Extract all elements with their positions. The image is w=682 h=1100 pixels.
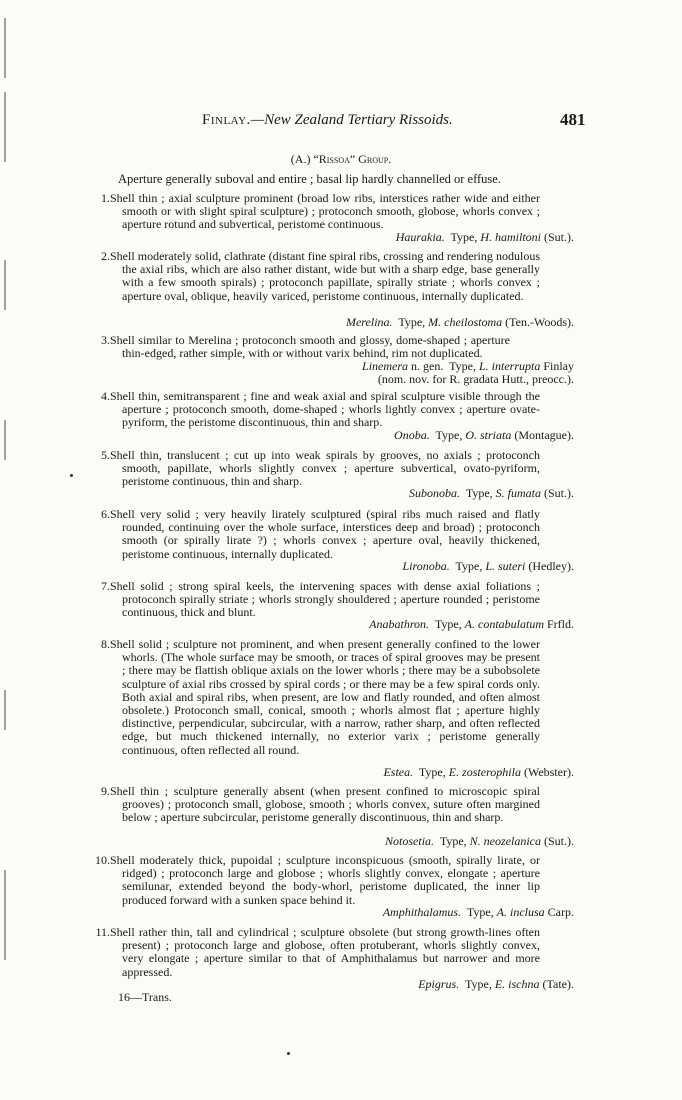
page-number: 481 (560, 110, 586, 129)
margin-mark (4, 690, 6, 730)
type-line: Lironoba. Type, L. suteri (Hedley). (402, 559, 574, 573)
running-head (202, 112, 453, 129)
genus: Epigrus. (418, 977, 460, 991)
species: L. interrupta (478, 359, 541, 373)
item-text: Shell solid ; sculpture not prominent, and when present generally confined to the lower whorls. (The whole surface may be smooth, or traces of spiral grooves may be present ; there may be flattish oblique axials on the lower whorls ; there may be a subobsolete sculpture of axial ribs crossed by spiral cords ; or there may be a few spiral cords only. Both axial and spiral ribs, when present, are low and flatly rounded, and often almost obsolete.) Protoconch small, conical, smooth ; whorls almost flat ; aperture highly distinctive, perpendicular, subcircular, with a narrow, rather sharp, and often reflected edge, but much thickened internally, no exterior varix ; peristome generally continuous, often reflected all round. (110, 637, 540, 757)
type-line: Haurakia. Type, H. hamiltoni (Sut.). (395, 230, 574, 244)
item-number: 3. (101, 333, 110, 347)
genus: Linemera (362, 359, 409, 373)
type-line: Onoba. Type, O. striata (Montague). (394, 428, 574, 442)
item-number: 11. (95, 925, 110, 939)
item-number: 8. (101, 637, 110, 651)
genus: Lironoba. (402, 559, 450, 573)
item-text: Shell thin ; sculpture generally absent (when present confined to microscopic spiral grooves) ; protoconch small, globose, smooth ; whorls convex, suture often margined below ; aperture subcircular, peristome generally discontinuous, thin and sharp. (110, 784, 540, 825)
running-header (0, 112, 682, 134)
item-text: Shell thin, translucent ; cut up into weak spirals by grooves, no axials ; protoconch smooth, papillate, whorls slightly convex ; aperture subvertical, ovato-pyriform, peristome continuous, thin and sharp. (110, 448, 540, 489)
item-text: Shell thin, semitransparent ; fine and weak axial and spiral sculpture visible through the aperture ; protoconch smooth, dome-shaped ; whorls lightly convex ; aperture ovate-pyriform, the peristome discontinuous, thin and sharp. (110, 389, 540, 430)
genus: Estea. (383, 765, 414, 779)
group-heading: (A.) “Rissoa” Group. (290, 152, 392, 166)
margin-mark (4, 18, 6, 78)
type-line: Notosetia. Type, N. neozelanica (Sut.). (385, 834, 574, 848)
margin-mark (4, 420, 6, 460)
species: E. ischna (494, 977, 540, 991)
type-line: Epigrus. Type, E. ischna (Tate). (418, 977, 574, 991)
genus: Onoba. (394, 428, 430, 442)
species: N. neozelanica (469, 834, 541, 848)
type-line: Merelina. Type, M. cheilostoma (Ten.-Woods). (345, 315, 574, 329)
item-number: 7. (101, 579, 110, 593)
genus: Notosetia. (385, 834, 435, 848)
species: O. striata (465, 428, 512, 442)
species: L. suteri (485, 559, 526, 573)
type-line: Estea. Type, E. zosterophila (Webster). (383, 765, 574, 779)
item-number: 1. (101, 191, 110, 205)
item-text: Shell similar to Merelina ; protoconch smooth and glossy, dome-shaped ; aperture thin-edged, rather simple, with or without varix behind, rim not duplicated. (110, 333, 510, 361)
species: A. contabulatum (464, 617, 544, 631)
item-number: 6. (101, 507, 110, 521)
item-text: Shell very solid ; very heavily lirately sculptured (spiral ribs much raised and flatly rounded, continuing over the whole surface, interstices deep and broad) ; protoconch smooth (or spirally lirate ?) ; whorls convex ; aperture oval, heavily thickened, peristome continuous, internally duplicated. (110, 507, 540, 561)
item-number: 4. (101, 389, 110, 403)
genus: Amphithalamus. (382, 905, 462, 919)
item-text: Shell moderately solid, clathrate (distant fine spiral ribs, crossing and rendering nodulous the axial ribs, which are also rather distant, wide but with a sharp edge, base generally with a few smooth spirals) ; protoconch papillate, spirally striate ; whorls convex ; aperture oval, oblique, heavily variced, peristome continuous, internally duplicated. (110, 249, 540, 303)
scan-dot (287, 1052, 290, 1055)
genus: Merelina. (345, 315, 393, 329)
intro-text: Aperture generally suboval and entire ; basal lip hardly channelled or effuse. (118, 172, 501, 186)
species: M. cheilostoma (428, 315, 503, 329)
item-number: 10. (95, 853, 110, 867)
item-text: Shell solid ; strong spiral keels, the intervening spaces with dense axial foliations ; protoconch spirally striate ; whorls strongly shouldered ; aperture rounded ; peristome continuous, thick and blunt. (110, 579, 540, 620)
item-number: 5. (101, 448, 110, 462)
genus: Haurakia. (395, 230, 445, 244)
margin-mark (4, 260, 6, 310)
species: H. hamiltoni (480, 230, 541, 244)
type-line: Linemera n. gen. Type, L. interrupta Finlay (362, 359, 574, 373)
footer-signature: 16—Trans. (118, 990, 172, 1004)
scan-dot (70, 474, 73, 477)
species: A. inclusa (496, 905, 545, 919)
type-line: Amphithalamus. Type, A. inclusa Carp. (382, 905, 574, 919)
item-text: Shell rather thin, tall and cylindrical ; sculpture obsolete (but strong growth-lines often present) ; protoconch large and globose, often protuberant, whorls slightly convex, very elongate ; aperture similar to that of Amphithalamus but narrower and more appressed. (110, 925, 540, 979)
header-author: Finlay. (202, 112, 251, 128)
type-note: (nom. nov. for R. gradata Hutt., preocc.). (377, 372, 574, 386)
species: E. zosterophila (448, 765, 521, 779)
margin-mark (4, 870, 6, 960)
genus: Anabathron. (369, 617, 430, 631)
item-text: Shell thin ; axial sculpture prominent (broad low ribs, interstices rather wide and either smooth or with slight spiral sculpture) ; protoconch smooth, globose, whorls convex ; aperture rotund and subvertical, peristome continuous. (110, 191, 540, 232)
genus: Subonoba. (409, 486, 461, 500)
item-number: 9. (101, 784, 110, 798)
species: S. fumata (495, 486, 541, 500)
type-line: Subonoba. Type, S. fumata (Sut.). (409, 486, 574, 500)
header-title: —New Zealand Tertiary Rissoids. (250, 112, 453, 128)
type-line: Anabathron. Type, A. contabulatum Frfld. (369, 617, 574, 631)
item-text: Shell moderately thick, pupoidal ; sculpture inconspicuous (smooth, spirally lirate, or ridged) ; protoconch large and globose ; whorls slightly convex, elongate ; aperture semilunar, extended beyond the body-whorl, peristome duplicated, the inner lip produced forward with a sunken space behind it. (110, 853, 540, 907)
item-number: 2. (101, 249, 110, 263)
